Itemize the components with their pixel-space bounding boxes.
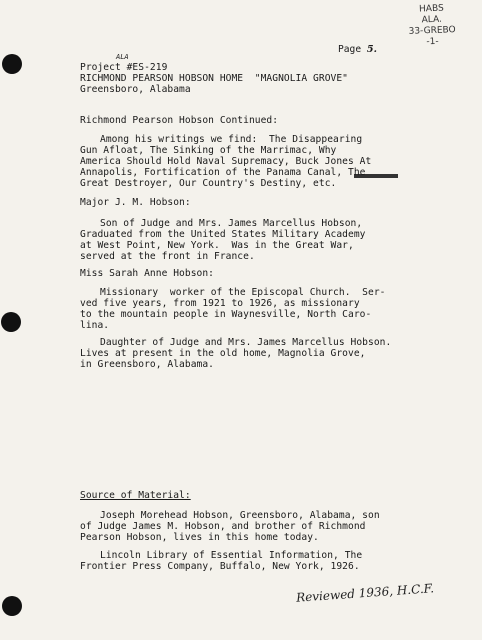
text-line: Pearson Hobson, lives in this home today.: [80, 532, 319, 543]
text-line: ved five years, from 1921 to 1926, as missionary: [80, 298, 360, 309]
page-label: Page: [338, 44, 362, 55]
text-line: Lives at present in the old home, Magnolia Grove,: [80, 348, 366, 359]
text-line: America Should Hold Naval Supremacy, Buck Jones At: [80, 156, 372, 167]
project-number: Project #ES-219: [80, 62, 168, 73]
punch-hole-icon: [2, 596, 22, 616]
handwritten-review-note: Reviewed 1936, H.C.F.: [295, 581, 435, 605]
text-line: served at the front in France.: [80, 251, 255, 262]
text-line: Annapolis, Fortification of the Panama Canal, The: [80, 167, 366, 178]
page-number-value: 5.: [366, 44, 377, 55]
stamp-line: HABS: [418, 3, 444, 15]
stamp-line: 33-GREBO: [408, 25, 456, 37]
text-line: Among his writings we find: The Disappearing: [100, 134, 363, 145]
stamp-line: -1-: [426, 36, 439, 48]
punch-hole-icon: [2, 54, 22, 74]
text-line: Gun Afloat, The Sinking of the Marrimac, Why: [80, 145, 337, 156]
document-title: RICHMOND PEARSON HOBSON HOME "MAGNOLIA GROVE": [80, 73, 348, 84]
text-line: Frontier Press Company, Buffalo, New York, 1926.: [80, 561, 360, 572]
text-line: of Judge James M. Hobson, and brother of Richmond: [80, 521, 366, 532]
text-line: at West Point, New York. Was in the Great War,: [80, 240, 354, 251]
text-line: lina.: [80, 320, 110, 331]
text-line: Great Destroyer, Our Country's Destiny, etc.: [80, 178, 337, 189]
stamp-line: ALA.: [421, 14, 443, 26]
section-heading: Major J. M. Hobson:: [80, 197, 191, 208]
section-heading: Source of Material:: [80, 490, 191, 501]
document-location: Greensboro, Alabama: [80, 84, 191, 95]
ala-annotation: ALA: [116, 53, 129, 61]
text-line: Joseph Morehead Hobson, Greensboro, Alabama, son: [100, 510, 380, 521]
section-heading: Miss Sarah Anne Hobson:: [80, 268, 214, 279]
text-line: in Greensboro, Alabama.: [80, 359, 214, 370]
text-line: Missionary worker of the Episcopal Church. Ser-: [100, 287, 386, 298]
habs-stamp: [391, 3, 472, 50]
punch-hole-icon: [1, 312, 21, 332]
text-line: Graduated from the United States Military Academy: [80, 229, 366, 240]
page-number: [338, 44, 377, 55]
section-heading: Richmond Pearson Hobson Continued:: [80, 115, 279, 126]
text-line: Daughter of Judge and Mrs. James Marcellus Hobson.: [100, 337, 392, 348]
text-line: Lincoln Library of Essential Information, The: [100, 550, 363, 561]
text-line: to the mountain people in Waynesville, North Caro-: [80, 309, 372, 320]
text-line: Son of Judge and Mrs. James Marcellus Hobson,: [100, 218, 363, 229]
